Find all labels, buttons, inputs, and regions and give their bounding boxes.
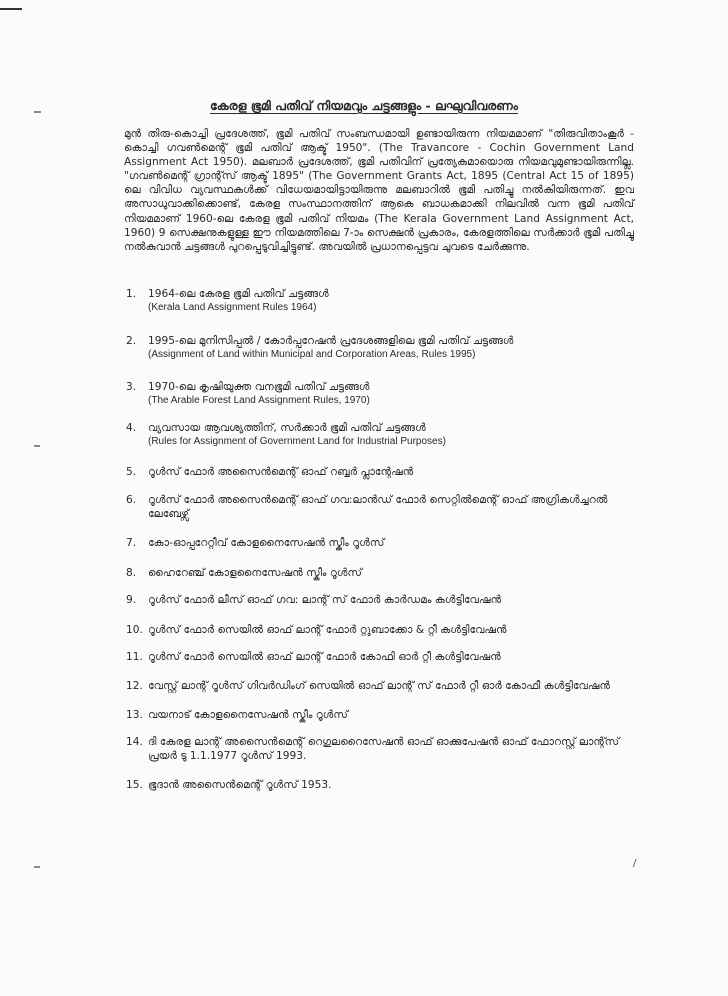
page-mark: / [633, 858, 637, 869]
item-number: 1. [126, 288, 137, 300]
document-title: കേരള ഭൂമി പതിവ് നിയമവും ചട്ടങ്ങളും - ലഘുവിവരണം [210, 98, 518, 113]
margin-mark [34, 445, 40, 447]
item-text: ഭൂദാൻ അസൈൻമെന്റ് റൂൾസ് 1953. [148, 779, 332, 791]
item-text: 1964-ലെ കേരള ഭൂമി പതിവ് ചട്ടങ്ങൾ [148, 288, 329, 300]
item-number: 3. [126, 381, 137, 393]
item-text: ദി കേരള ലാന്റ് അസൈൻമെന്റ് റെഗുലറൈസേഷൻ ഓഫ് ഓക്കുപേഷൻ ഓഫ് ഫോറസ്റ്റ് ലാന്റ്സ് പ്രയർ ടു 1.1.1977 റൂൾസ് 1993. [148, 736, 620, 762]
intro-paragraph: മുൻ തിരു-കൊച്ചി പ്രദേശത്ത്, ഭൂമി പതിവ് സംബന്ധമായി ഉണ്ടായിരുന്ന നിയമമാണ് "തിരുവിതാംകൂർ - കൊച്ചി ഗവൺമെന്റ് ഭൂമി പതിവ് ആക്ട് 1950". (The Travancore - Cochin Government Land Assignment Act 1950). മലബാർ പ്രദേശത്ത്, ഭൂമി പതിവിന് പ്രത്യേകമായൊരു നിയമവുമുണ്ടായിരുന്നില്ല. "ഗവൺമെന്റ് ഗ്രാന്റ്സ് ആക്ട് 1895" (The Government Grants Act, 1895 (Central Act 15 of 1895) ലെ വിവിധ വ്യവസ്ഥകൾക്ക് വിധേയമായിട്ടായിരുന്നു മലബാറിൽ ഭൂമി പതിച്ചു നൽകിയിരുന്നത്. ഇവ അസാധുവാക്കിക്കൊണ്ട്, കേരള സംസ്ഥാനത്തിന് ആകെ ബാധകമാക്കി നിലവിൽ വന്ന ഭൂമി പതിവ് നിയമമാണ് 1960-ലെ കേരള ഭൂമി പതിവ് നിയമം (The Kerala Government Land Assignment Act, 1960) 9 സെക്ഷനുകളുള്ള ഈ നിയമത്തിലെ 7-ാം സെക്ഷൻ പ്രകാരം, കേരളത്തിലെ സർക്കാർ ഭൂമി പതിച്ചു നൽകുവാൻ ചട്ടങ്ങൾ പുറപ്പെടുവിച്ചിട്ടുണ്ട്. അവയിൽ പ്രധാനപ്പെട്ടവ ചുവടെ ചേർക്കുന്നു. [124, 128, 634, 253]
item-english: (Assignment of Land within Municipal and Corporation Areas, Rules 1995) [148, 349, 476, 360]
item-number: 7. [126, 537, 137, 549]
item-number: 6. [126, 494, 137, 506]
item-text: റൂൾസ് ഫോർ അസൈൻമെന്റ് ഓഫ് റബ്ബർ പ്ലാന്റേഷൻ [148, 466, 414, 478]
item-text: കോ-ഓപ്പറേറ്റീവ് കോളനൈസേഷൻ സ്കീം റൂൾസ് [148, 537, 385, 549]
item-english: (Rules for Assignment of Government Land for Industrial Purposes) [148, 436, 446, 447]
item-number: 13. [126, 709, 143, 721]
item-text: വ്യവസായ ആവശ്യത്തിന്, സർക്കാർ ഭൂമി പതിവ് ചട്ടങ്ങൾ [148, 422, 426, 434]
item-text: വയനാട് കോളനൈസേഷൻ സ്കീം റൂൾസ് [148, 709, 348, 721]
item-number: 12. [126, 680, 143, 692]
item-number: 10. [126, 624, 143, 636]
item-number: 15. [126, 779, 143, 791]
item-text: വേസ്റ്റ് ലാന്റ് റൂൾസ് ഗിവർഡിംഗ് സെയിൽ ഓഫ് ലാന്റ് സ് ഫോർ റ്റീ ഓർ കോഫീ കൾട്ടിവേഷൻ [148, 680, 611, 692]
item-number: 14. [126, 736, 143, 748]
item-text: 1970-ലെ കൃഷിയുക്ത വനഭൂമി പതിവ് ചട്ടങ്ങൾ [148, 381, 370, 393]
item-number: 8. [126, 567, 137, 579]
margin-mark [34, 866, 40, 868]
item-number: 9. [126, 594, 137, 606]
item-text: 1995-ലെ മുനിസിപ്പൽ / കോർപ്പറേഷൻ പ്രദേശങ്ങളിലെ ഭൂമി പതിവ് ചട്ടങ്ങൾ [148, 335, 514, 347]
item-english: (Kerala Land Assignment Rules 1964) [148, 302, 317, 313]
scan-edge-mark [0, 8, 22, 10]
item-text: റൂൾസ് ഫോർ അസൈൻമെന്റ് ഓഫ് ഗവ:ലാൻഡ് ഫോർ സെറ്റിൽമെന്റ് ഓഫ് അഗ്രികൾച്ചറൽ ലേബേഴ്സ് [148, 494, 608, 520]
item-number: 2. [126, 335, 137, 347]
item-text: റൂൾസ് ഫോർ സെയിൽ ഓഫ് ലാന്റ് ഫോർ റ്റുബാക്കോ & റ്റീ കൾട്ടിവേഷൻ [148, 624, 507, 636]
item-number: 11. [126, 651, 143, 663]
item-number: 5. [126, 466, 137, 478]
item-text: ഹൈറേഞ്ച് കോളനൈസേഷൻ സ്കീം റൂൾസ് [148, 567, 362, 579]
item-number: 4. [126, 422, 137, 434]
item-text: റൂൾസ് ഫോർ സെയിൽ ഓഫ് ലാന്റ് ഫോർ കോഫി ഓർ റ്റീ കൾട്ടിവേഷൻ [148, 651, 501, 663]
item-text: റൂൾസ് ഫോർ ലീസ് ഓഫ് ഗവ: ലാന്റ് സ് ഫോർ കാർഡമം കൾട്ടിവേഷൻ [148, 594, 502, 606]
item-english: (The Arable Forest Land Assignment Rules, 1970) [148, 395, 370, 406]
